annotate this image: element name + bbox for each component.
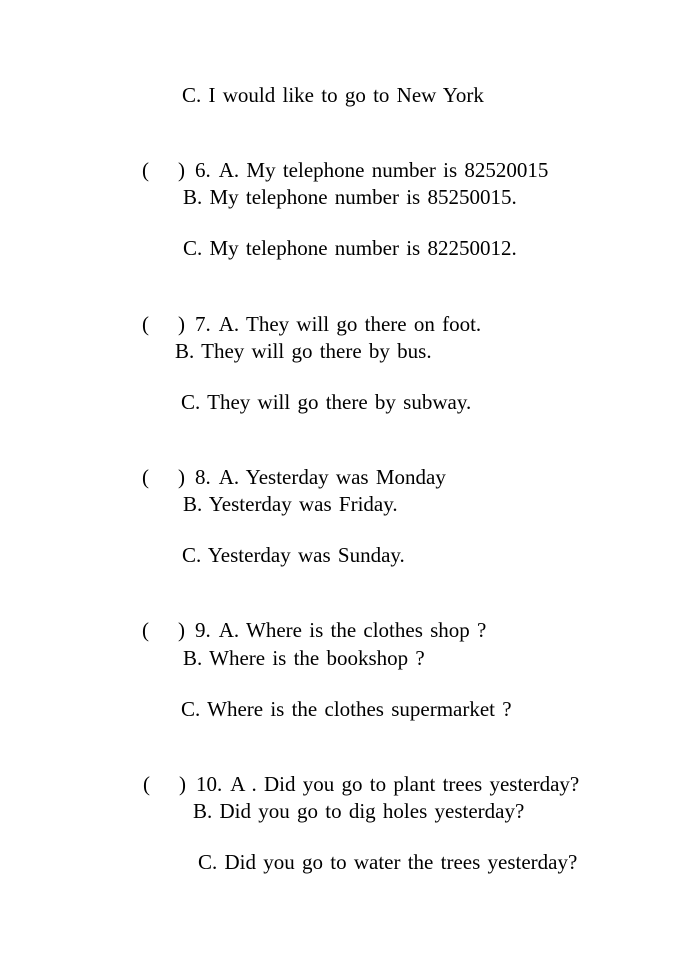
answer-blank: ( ) bbox=[142, 465, 185, 489]
answer-blank: ( ) bbox=[142, 312, 185, 336]
question-number: 7. bbox=[195, 312, 211, 336]
question-number: 9. bbox=[195, 618, 211, 642]
option-a-text: A. They will go there on foot. bbox=[218, 312, 482, 336]
option-a-text: A . Did you go to plant trees yesterday? bbox=[230, 772, 580, 796]
question-number: 8. bbox=[195, 465, 211, 489]
carryover-option-c: C. I would like to go to New York bbox=[182, 83, 484, 107]
question-6-option-b: B. My telephone number is 85250015. bbox=[183, 185, 517, 209]
question-8-option-b: B. Yesterday was Friday. bbox=[183, 492, 398, 516]
question-number: 6. bbox=[195, 158, 211, 182]
option-a-text: A. Yesterday was Monday bbox=[218, 465, 446, 489]
option-a-text: A. My telephone number is 82520015 bbox=[218, 158, 549, 182]
answer-blank: ( ) bbox=[142, 158, 185, 182]
question-8-option-c: C. Yesterday was Sunday. bbox=[182, 543, 405, 567]
question-9-option-c: C. Where is the clothes supermarket ? bbox=[181, 697, 512, 721]
question-10-option-b: B. Did you go to dig holes yesterday? bbox=[193, 799, 525, 823]
option-a-text: A. Where is the clothes shop ? bbox=[218, 618, 487, 642]
question-6-option-c: C. My telephone number is 82250012. bbox=[183, 236, 517, 260]
answer-blank: ( ) bbox=[142, 618, 185, 642]
question-7-option-b: B. They will go there by bus. bbox=[175, 339, 432, 363]
question-number: 10. bbox=[196, 772, 223, 796]
answer-blank: ( ) bbox=[143, 772, 186, 796]
question-9-option-b: B. Where is the bookshop ? bbox=[183, 646, 425, 670]
question-10-option-c: C. Did you go to water the trees yesterday? bbox=[198, 850, 578, 874]
question-7-option-c: C. They will go there by subway. bbox=[181, 390, 472, 414]
